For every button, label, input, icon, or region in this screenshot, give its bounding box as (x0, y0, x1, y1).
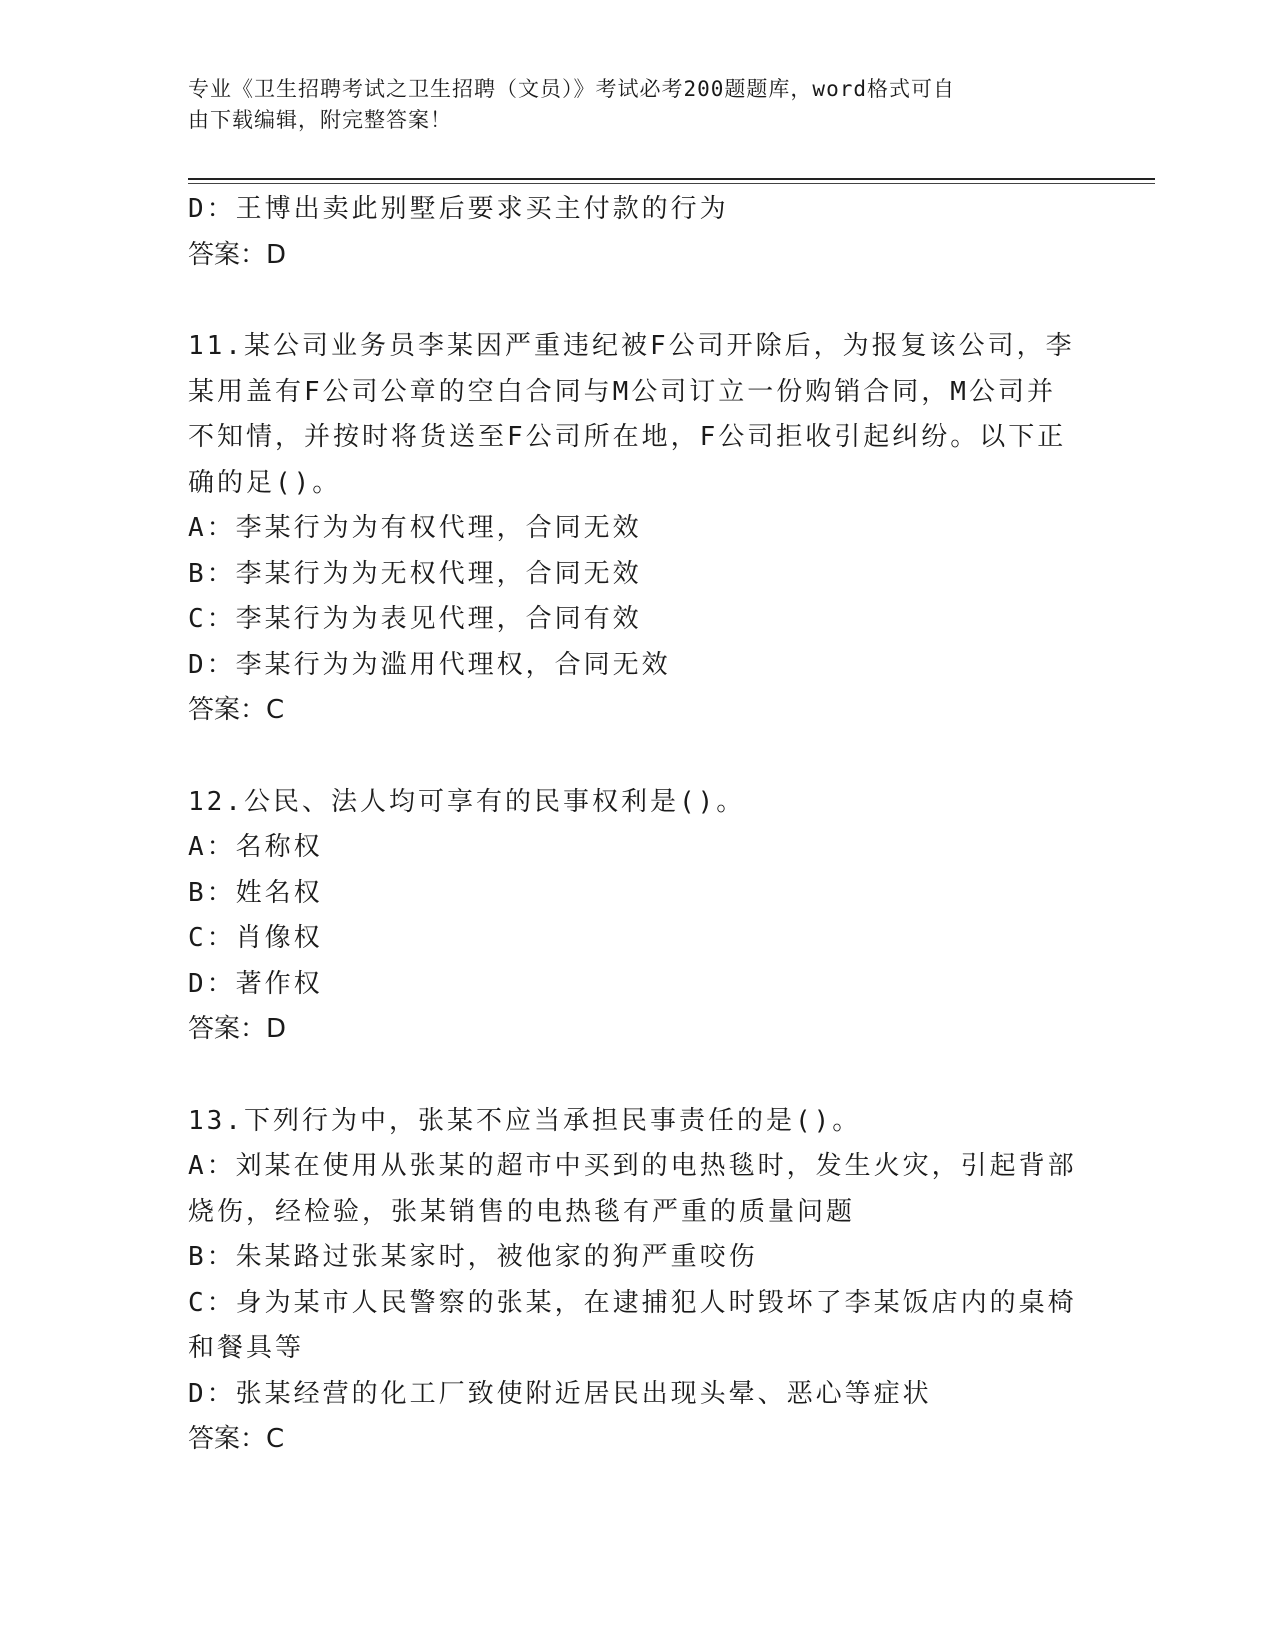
answer-line: 答案：D (188, 1014, 287, 1044)
question-stem-line: 12.公民、法人均可享有的民事权利是()。 (188, 786, 746, 817)
option-c: C：李某行为为表见代理，合同有效 (188, 604, 642, 634)
option-c: C：肖像权 (188, 923, 323, 953)
option-a: A：名称权 (188, 832, 323, 862)
answer-line: 答案：C (188, 1424, 285, 1454)
option-d: D：张某经营的化工厂致使附近居民出现头晕、恶心等症状 (188, 1378, 932, 1409)
header-line-2: 由下载编辑，附完整答案！ (188, 108, 452, 132)
question-stem-line: 某用盖有F公司公章的空白合同与M公司订立一份购销合同，M公司并 (188, 376, 1056, 407)
question-13 (188, 1099, 1088, 1463)
question-stem-line: 不知情，并按时将货送至F公司所在地，F公司拒收引起纠纷。以下正 (188, 422, 1067, 452)
question-stem-line: 确的足()。 (188, 467, 342, 498)
answer-line: 答案：D (188, 239, 287, 270)
option-d: D：王博出卖此别墅后要求买主付款的行为 (188, 194, 729, 224)
option-d: D：李某行为为滥用代理权，合同无效 (188, 649, 671, 680)
document-header (188, 74, 1088, 136)
option-c-line-1: C：身为某市人民警察的张某，在逮捕犯人时毁坏了李某饭店内的桌椅 (188, 1287, 1077, 1318)
option-a: A：李某行为为有权代理，合同无效 (188, 513, 642, 543)
option-d: D：著作权 (188, 968, 323, 999)
question-11 (188, 324, 1088, 734)
header-divider-thick (188, 178, 1155, 180)
option-c-line-2: 和餐具等 (188, 1333, 305, 1363)
question-stem-line: 13.下列行为中，张某不应当承担民事责任的是()。 (188, 1105, 862, 1136)
question-stem-line: 11.某公司业务员李某因严重违纪被F公司开除后，为报复该公司，李 (188, 331, 1075, 361)
option-b: B：姓名权 (188, 877, 323, 908)
question-content (188, 187, 1088, 1463)
header-divider-thin (188, 183, 1155, 184)
header-line-1: 专业《卫生招聘考试之卫生招聘（文员）》考试必考200题题库，word格式可自 (188, 77, 955, 101)
option-b: B：朱某路过张某家时，被他家的狗严重咬伤 (188, 1242, 758, 1272)
option-a-line-2: 烧伤，经检验，张某销售的电热毯有严重的质量问题 (188, 1196, 856, 1227)
question-12 (188, 780, 1088, 1053)
answer-line: 答案：C (188, 695, 285, 725)
carryover-block (188, 187, 1088, 278)
option-b: B：李某行为为无权代理，合同无效 (188, 558, 642, 589)
option-a-line-1: A：刘某在使用从张某的超市中买到的电热毯时，发生火灾，引起背部 (188, 1151, 1077, 1181)
